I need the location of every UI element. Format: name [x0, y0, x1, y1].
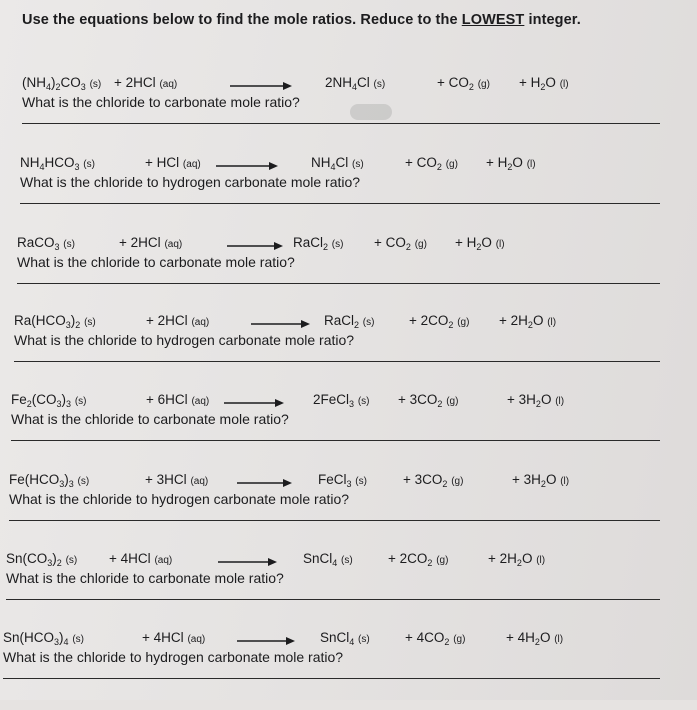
formula-text: CO — [60, 75, 81, 90]
product2-term — [374, 235, 427, 250]
formula-text: HCl — [164, 472, 187, 487]
state-label: (l) — [555, 396, 565, 407]
product1-term — [313, 392, 369, 407]
product2-term — [405, 630, 465, 645]
formula-text: NH — [20, 155, 40, 170]
subscript: 3 — [346, 479, 352, 489]
formula-text: Ra(HCO — [14, 313, 66, 328]
subscript: 2 — [442, 479, 448, 489]
problem-4 — [14, 313, 674, 393]
product1-term — [303, 551, 353, 566]
question-text: What is the chloride to carbonate mole ratio? — [11, 411, 289, 427]
product3-term — [512, 472, 569, 487]
product3-term — [455, 235, 505, 250]
formula-text: HCl — [138, 235, 161, 250]
formula-text: RaCl — [324, 313, 355, 328]
state-label: (l) — [547, 317, 557, 328]
product3-term — [519, 75, 569, 90]
answer-line — [6, 599, 660, 600]
subscript: 2 — [55, 82, 61, 92]
plus-sign: + — [119, 235, 127, 250]
state-label: (aq) — [187, 634, 206, 645]
formula-text: NH — [332, 75, 353, 90]
state-label: (g) — [451, 476, 464, 487]
answer-line — [9, 520, 660, 521]
product3-term — [486, 155, 536, 170]
coefficient: 6 — [157, 392, 166, 407]
formula-text: FeCl — [320, 392, 350, 407]
formula-text: H — [531, 472, 541, 487]
formula-text: Cl — [335, 155, 349, 170]
subscript: 2 — [354, 320, 360, 330]
formula-text: H — [530, 75, 541, 90]
formula-text: H — [526, 392, 536, 407]
formula-text: O — [532, 313, 544, 328]
formula-text: HCl — [128, 551, 151, 566]
product3-term — [499, 313, 556, 328]
plus-sign: + — [409, 313, 417, 328]
question-text: What is the chloride to carbonate mole ratio? — [17, 254, 295, 270]
question-text: What is the chloride to carbonate mole ratio? — [6, 570, 284, 586]
state-label: (s) — [63, 239, 75, 250]
problem-8 — [3, 630, 663, 710]
formula-text: CO — [422, 472, 443, 487]
coefficient: 4 — [517, 630, 526, 645]
coefficient: 2 — [157, 313, 166, 328]
product2-term — [405, 155, 458, 170]
plus-sign: + — [499, 313, 507, 328]
state-label: (g) — [436, 555, 449, 566]
state-label: (s) — [83, 159, 95, 170]
question-text: What is the chloride to hydrogen carbonate mole ratio? — [3, 649, 344, 665]
formula-text: H — [525, 630, 535, 645]
plus-sign: + — [512, 472, 520, 487]
plus-sign: + — [488, 551, 496, 566]
reactant1-term — [20, 155, 95, 170]
formula-text: ) — [59, 630, 64, 645]
problem-2 — [20, 155, 680, 235]
formula-text: CO — [417, 392, 438, 407]
subscript: 2 — [535, 399, 541, 409]
reaction-arrow-icon — [218, 557, 277, 567]
formula-text: CO — [416, 155, 437, 170]
state-label: (aq) — [191, 396, 210, 407]
formula-text: H — [518, 313, 528, 328]
formula-text: H — [466, 235, 477, 250]
subscript: 4 — [330, 162, 336, 172]
coefficient: 3 — [156, 472, 165, 487]
formula-text: O — [545, 472, 557, 487]
formula-text: CO — [424, 630, 445, 645]
plus-sign: + — [114, 75, 122, 90]
product2-term — [409, 313, 469, 328]
plus-sign: + — [519, 75, 527, 90]
plus-sign: + — [405, 155, 413, 170]
formula-text: HCO — [44, 155, 75, 170]
formula-text: O — [481, 235, 492, 250]
plus-sign: + — [486, 155, 494, 170]
state-label: (l) — [536, 555, 546, 566]
subscript: 2 — [540, 479, 546, 489]
state-label: (s) — [362, 317, 375, 328]
formula-text: HCl — [165, 392, 188, 407]
reaction-arrow-icon — [251, 319, 310, 329]
emphasis-lowest: LOWEST — [461, 12, 525, 28]
subscript: 3 — [54, 242, 60, 252]
question-text: What is the chloride to hydrogen carbonate mole ratio? — [20, 174, 361, 190]
coefficient: 3 — [523, 472, 532, 487]
plus-sign: + — [146, 313, 154, 328]
subscript: 4 — [39, 162, 45, 172]
subscript: 2 — [534, 637, 540, 647]
state-label: (s) — [331, 239, 344, 250]
state-label: (s) — [72, 634, 84, 645]
plus-sign: + — [405, 630, 413, 645]
subscript: 3 — [68, 479, 74, 489]
reaction-arrow-icon — [237, 636, 295, 646]
state-label: (g) — [457, 317, 470, 328]
formula-text: O — [521, 551, 533, 566]
subscript: 2 — [56, 558, 62, 568]
coefficient: 2 — [510, 313, 519, 328]
subscript: 4 — [352, 82, 358, 92]
formula-text: O — [545, 75, 556, 90]
state-label: (l) — [560, 476, 570, 487]
subscript: 2 — [427, 558, 433, 568]
formula-text: HCl — [156, 155, 180, 170]
formula-text: H — [497, 155, 508, 170]
product2-term — [403, 472, 463, 487]
subscript: 3 — [56, 399, 62, 409]
formula-text: RaCl — [293, 235, 324, 250]
formula-text: HCl — [161, 630, 184, 645]
subscript: 2 — [323, 242, 329, 252]
reactant1-term — [17, 235, 75, 250]
formula-text: Sn(HCO — [3, 630, 55, 645]
product2-term — [437, 75, 490, 90]
subscript: 2 — [527, 320, 533, 330]
subscript: 4 — [46, 82, 52, 92]
reactant2-term — [146, 313, 209, 328]
state-label: (g) — [445, 159, 458, 170]
state-label: (s) — [65, 555, 78, 566]
formula-text: Fe — [11, 392, 27, 407]
reactant2-term — [114, 75, 177, 90]
product1-term — [311, 155, 364, 170]
subscript: 2 — [444, 637, 450, 647]
subscript: 4 — [332, 558, 338, 568]
subscript: 2 — [448, 320, 454, 330]
subscript: 2 — [468, 82, 474, 92]
formula-text: O — [539, 630, 551, 645]
answer-line — [22, 123, 660, 124]
reactant1-term — [3, 630, 84, 645]
formula-text: CO — [448, 75, 469, 90]
subscript: 4 — [349, 637, 355, 647]
plus-sign: + — [142, 630, 150, 645]
state-label: (g) — [453, 634, 466, 645]
reactant2-term — [119, 235, 182, 250]
subscript: 3 — [74, 162, 80, 172]
subscript: 2 — [476, 242, 482, 252]
product1-term — [320, 630, 370, 645]
answer-line — [11, 440, 660, 441]
state-label: (s) — [74, 396, 87, 407]
formula-text: CO — [407, 551, 428, 566]
formula-text: NH — [311, 155, 331, 170]
product3-term — [507, 392, 564, 407]
formula-text: Cl — [357, 75, 370, 90]
formula-text: CO — [428, 313, 449, 328]
formula-text: ) — [51, 75, 56, 90]
plus-sign: + — [109, 551, 117, 566]
plus-sign: + — [398, 392, 406, 407]
coefficient: 4 — [120, 551, 129, 566]
problem-1 — [22, 75, 682, 155]
state-label: (l) — [495, 239, 505, 250]
instructions: Use the equations below to find the mole ratios. Reduce to the LOWEST integer. — [22, 12, 581, 28]
reaction-arrow-icon — [227, 241, 283, 251]
subscript: 3 — [47, 558, 53, 568]
coefficient: 3 — [409, 392, 418, 407]
formula-text: RaCO — [17, 235, 55, 250]
formula-text: SnCl — [303, 551, 333, 566]
subscript: 3 — [65, 320, 71, 330]
state-label: (s) — [357, 396, 370, 407]
subscript: 3 — [66, 399, 72, 409]
reactant1-term — [11, 392, 87, 407]
coefficient: 2 — [420, 313, 429, 328]
state-label: (s) — [341, 555, 353, 566]
state-label: (aq) — [159, 79, 178, 90]
reactant1-term — [22, 75, 101, 90]
reactant2-term — [145, 155, 201, 170]
problem-3 — [17, 235, 677, 315]
state-label: (aq) — [182, 159, 201, 170]
formula-text: FeCl — [318, 472, 347, 487]
product3-term — [506, 630, 563, 645]
formula-text: H — [507, 551, 517, 566]
coefficient: 2 — [125, 75, 134, 90]
plus-sign: + — [388, 551, 396, 566]
state-label: (s) — [89, 79, 102, 90]
formula-text: O — [512, 155, 523, 170]
subscript: 2 — [405, 242, 411, 252]
state-label: (s) — [84, 317, 96, 328]
problem-5 — [11, 392, 671, 472]
state-label: (g) — [446, 396, 459, 407]
subscript: 2 — [540, 82, 546, 92]
question-text: What is the chloride to hydrogen carbonate mole ratio? — [14, 332, 355, 348]
plus-sign: + — [437, 75, 445, 90]
formula-text: ) — [70, 313, 76, 328]
formula-text: (CO — [31, 392, 57, 407]
state-label: (g) — [477, 79, 490, 90]
reaction-arrow-icon — [237, 478, 292, 488]
coefficient: 2 — [325, 75, 333, 90]
plus-sign: + — [374, 235, 382, 250]
formula-text: ) — [64, 472, 69, 487]
coefficient: 2 — [499, 551, 508, 566]
question-text: What is the chloride to hydrogen carbonate mole ratio? — [9, 491, 350, 507]
coefficient: 4 — [416, 630, 425, 645]
formula-text: Fe(HCO — [9, 472, 60, 487]
formula-text: CO — [385, 235, 406, 250]
state-label: (g) — [414, 239, 427, 250]
answer-line — [14, 361, 660, 362]
state-label: (aq) — [154, 555, 173, 566]
product2-term — [388, 551, 448, 566]
subscript: 3 — [349, 399, 355, 409]
coefficient: 3 — [518, 392, 527, 407]
coefficient: 2 — [399, 551, 408, 566]
subscript: 2 — [437, 399, 443, 409]
coefficient: 4 — [153, 630, 162, 645]
reactant2-term — [109, 551, 172, 566]
product1-term — [318, 472, 367, 487]
state-label: (l) — [559, 79, 569, 90]
formula-text: HCl — [165, 313, 188, 328]
plus-sign: + — [507, 392, 515, 407]
subscript: 4 — [63, 637, 69, 647]
reactant1-term — [6, 551, 77, 566]
product2-term — [398, 392, 458, 407]
product3-term — [488, 551, 545, 566]
reaction-arrow-icon — [216, 161, 278, 171]
product1-term — [293, 235, 343, 250]
state-label: (aq) — [164, 239, 183, 250]
formula-text: SnCl — [320, 630, 350, 645]
reactant2-term — [142, 630, 205, 645]
state-label: (s) — [352, 159, 364, 170]
question-text: What is the chloride to carbonate mole ratio? — [22, 94, 300, 110]
subscript: 2 — [26, 399, 32, 409]
coefficient: 3 — [414, 472, 423, 487]
state-label: (s) — [77, 476, 90, 487]
reaction-arrow-icon — [230, 81, 292, 91]
coefficient: 2 — [130, 235, 139, 250]
state-label: (l) — [526, 159, 536, 170]
subscript: 2 — [516, 558, 522, 568]
problem-6 — [9, 472, 669, 552]
reactant2-term — [145, 472, 208, 487]
plus-sign: + — [455, 235, 463, 250]
answer-line — [20, 203, 660, 204]
formula-text: ) — [61, 392, 67, 407]
plus-sign: + — [403, 472, 411, 487]
state-label: (l) — [554, 634, 564, 645]
state-label: (aq) — [191, 317, 210, 328]
reactant2-term — [146, 392, 209, 407]
subscript: 2 — [75, 320, 81, 330]
reactant1-term — [14, 313, 96, 328]
subscript: 3 — [59, 479, 65, 489]
plus-sign: + — [506, 630, 514, 645]
formula-text: HCl — [133, 75, 156, 90]
formula-text: O — [540, 392, 552, 407]
reaction-arrow-icon — [224, 398, 284, 408]
state-label: (s) — [355, 476, 367, 487]
state-label: (s) — [373, 79, 386, 90]
product1-term — [325, 75, 385, 90]
problem-7 — [6, 551, 666, 631]
plus-sign: + — [146, 392, 154, 407]
state-label: (aq) — [190, 476, 209, 487]
state-label: (s) — [358, 634, 370, 645]
coefficient: 2 — [313, 392, 321, 407]
subscript: 2 — [436, 162, 442, 172]
formula-text: Sn(CO — [6, 551, 48, 566]
subscript: 3 — [54, 637, 60, 647]
product1-term — [324, 313, 374, 328]
subscript: 3 — [80, 82, 86, 92]
formula-text: ) — [52, 551, 57, 566]
subscript: 2 — [507, 162, 513, 172]
answer-line — [17, 283, 660, 284]
formula-text: (NH — [22, 75, 46, 90]
answer-line — [3, 678, 660, 679]
reactant1-term — [9, 472, 89, 487]
plus-sign: + — [145, 472, 153, 487]
plus-sign: + — [145, 155, 153, 170]
